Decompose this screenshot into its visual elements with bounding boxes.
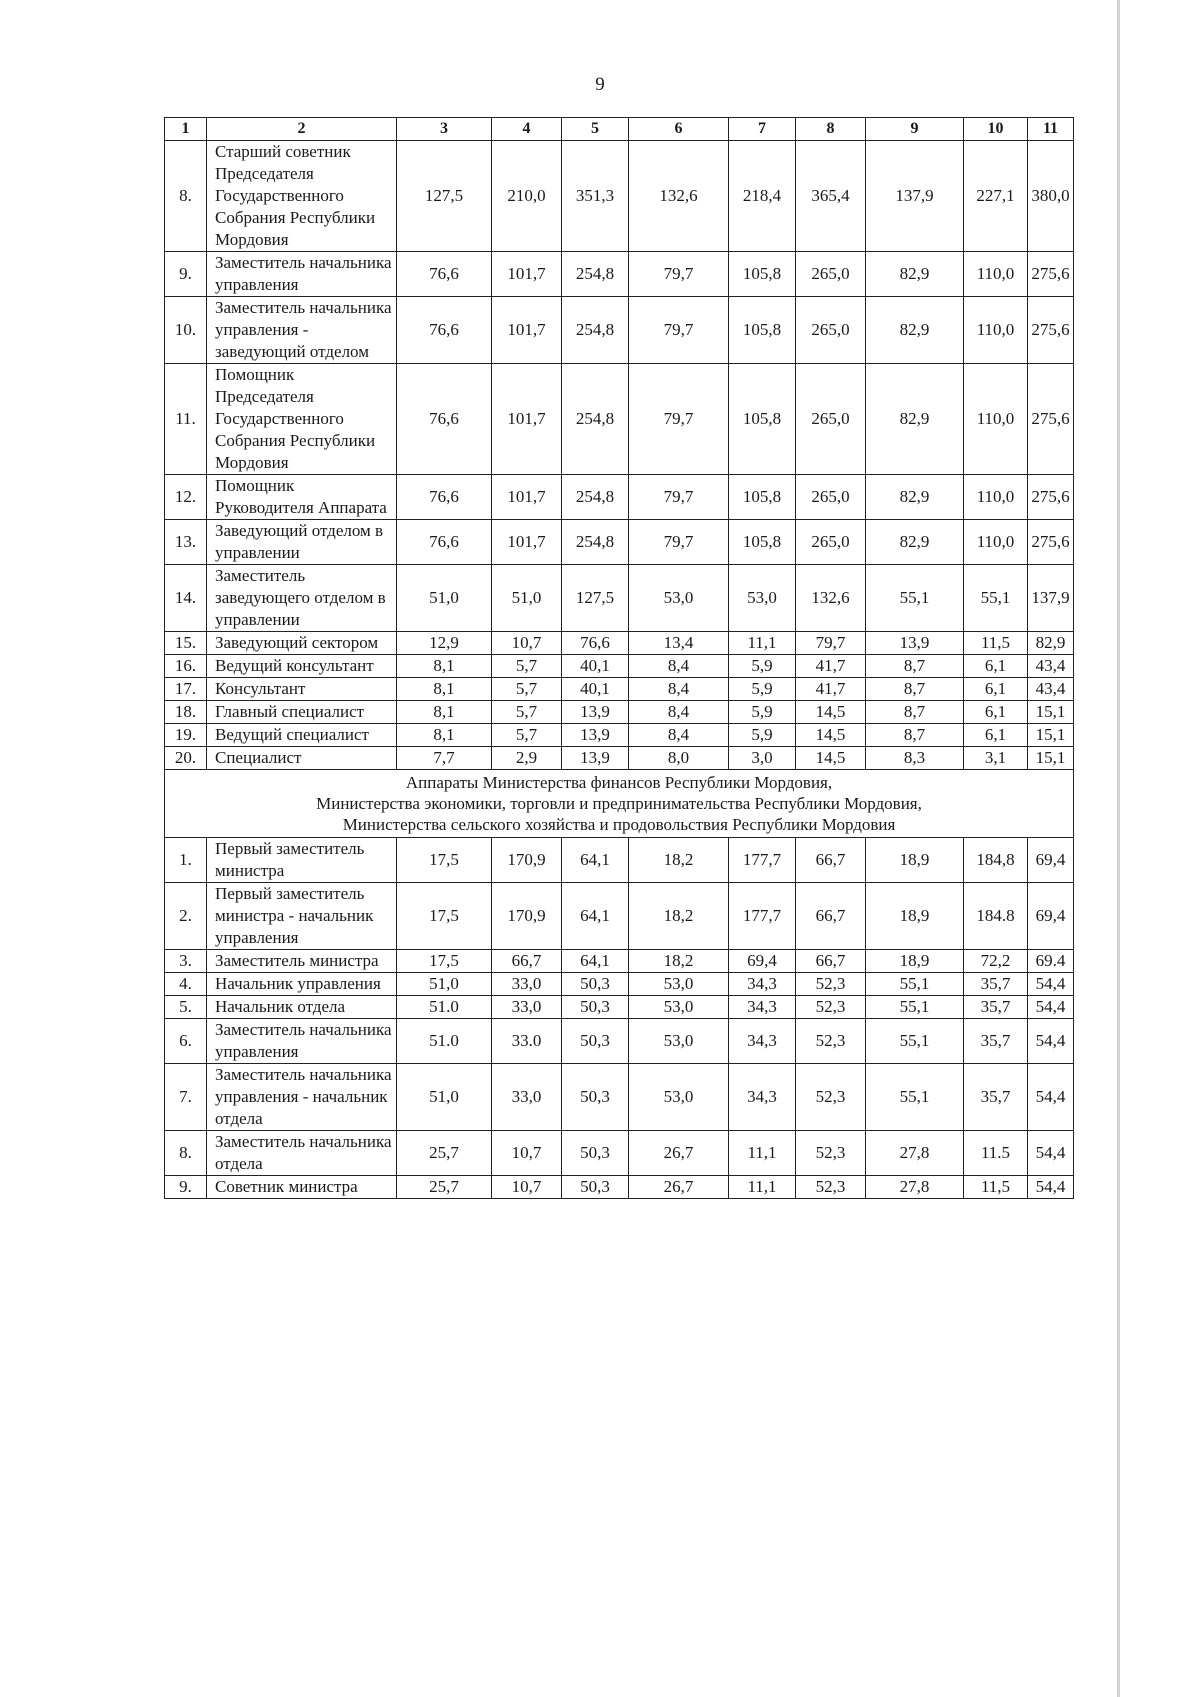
position-title: Помощник Председателя Государственного Собрания Республики Мордовия: [207, 364, 397, 475]
value-cell: 76,6: [562, 632, 629, 655]
row-number: 8.: [165, 141, 207, 252]
value-cell: 8,7: [866, 701, 964, 724]
position-title: Консультант: [207, 678, 397, 701]
value-cell: 265,0: [796, 297, 866, 364]
value-cell: 11,5: [964, 632, 1028, 655]
value-cell: 254,8: [562, 475, 629, 520]
value-cell: 33,0: [492, 996, 562, 1019]
row-number: 4.: [165, 973, 207, 996]
value-cell: 82,9: [866, 520, 964, 565]
value-cell: 8,7: [866, 655, 964, 678]
value-cell: 40,1: [562, 678, 629, 701]
value-cell: 13,4: [629, 632, 729, 655]
row-number: 8.: [165, 1131, 207, 1176]
value-cell: 76,6: [397, 364, 492, 475]
value-cell: 6,1: [964, 678, 1028, 701]
row-number: 18.: [165, 701, 207, 724]
value-cell: 79,7: [629, 252, 729, 297]
table-row: [165, 297, 1074, 364]
value-cell: 64,1: [562, 883, 629, 950]
position-title: Заместитель заведующего отделом в управлении: [207, 565, 397, 632]
value-cell: 110,0: [964, 364, 1028, 475]
value-cell: 55,1: [964, 565, 1028, 632]
value-cell: 51,0: [397, 1064, 492, 1131]
table-body-group2: [165, 838, 1074, 1199]
column-header: 9: [866, 118, 964, 141]
value-cell: 50,3: [562, 1019, 629, 1064]
value-cell: 105,8: [729, 364, 796, 475]
row-number: 7.: [165, 1064, 207, 1131]
row-number: 12.: [165, 475, 207, 520]
value-cell: 55,1: [866, 1019, 964, 1064]
value-cell: 27,8: [866, 1176, 964, 1199]
value-cell: 69.4: [1028, 950, 1074, 973]
row-number: 9.: [165, 252, 207, 297]
column-header: 10: [964, 118, 1028, 141]
value-cell: 18,9: [866, 950, 964, 973]
value-cell: 365,4: [796, 141, 866, 252]
table-row: [165, 252, 1074, 297]
value-cell: 66,7: [796, 883, 866, 950]
value-cell: 7,7: [397, 747, 492, 770]
value-cell: 8,7: [866, 724, 964, 747]
value-cell: 76,6: [397, 297, 492, 364]
section-row: [165, 770, 1074, 838]
value-cell: 101,7: [492, 297, 562, 364]
row-number: 20.: [165, 747, 207, 770]
position-title: Заместитель начальника отдела: [207, 1131, 397, 1176]
column-header: 3: [397, 118, 492, 141]
value-cell: 35,7: [964, 996, 1028, 1019]
value-cell: 27,8: [866, 1131, 964, 1176]
value-cell: 66,7: [492, 950, 562, 973]
value-cell: 5,7: [492, 701, 562, 724]
value-cell: 26,7: [629, 1176, 729, 1199]
table-row: [165, 475, 1074, 520]
value-cell: 82,9: [866, 252, 964, 297]
value-cell: 25,7: [397, 1176, 492, 1199]
row-number: 1.: [165, 838, 207, 883]
value-cell: 127,5: [397, 141, 492, 252]
value-cell: 184.8: [964, 883, 1028, 950]
value-cell: 52,3: [796, 1131, 866, 1176]
value-cell: 82,9: [866, 475, 964, 520]
value-cell: 76,6: [397, 252, 492, 297]
value-cell: 8,7: [866, 678, 964, 701]
value-cell: 265,0: [796, 252, 866, 297]
value-cell: 110,0: [964, 252, 1028, 297]
table-row: [165, 1019, 1074, 1064]
value-cell: 40,1: [562, 655, 629, 678]
position-title: Первый заместитель министра - начальник управления: [207, 883, 397, 950]
value-cell: 8,4: [629, 724, 729, 747]
value-cell: 5,7: [492, 655, 562, 678]
value-cell: 13,9: [562, 747, 629, 770]
value-cell: 55,1: [866, 973, 964, 996]
value-cell: 52,3: [796, 973, 866, 996]
value-cell: 43,4: [1028, 655, 1074, 678]
value-cell: 54,4: [1028, 1064, 1074, 1131]
value-cell: 13,9: [866, 632, 964, 655]
value-cell: 69,4: [729, 950, 796, 973]
allowance-table: [164, 117, 1074, 1199]
value-cell: 64,1: [562, 950, 629, 973]
value-cell: 18,2: [629, 950, 729, 973]
table-row: [165, 364, 1074, 475]
value-cell: 11,1: [729, 632, 796, 655]
table-row: [165, 701, 1074, 724]
value-cell: 254,8: [562, 520, 629, 565]
table-row: [165, 141, 1074, 252]
value-cell: 50,3: [562, 996, 629, 1019]
value-cell: 11.5: [964, 1131, 1028, 1176]
position-title: Помощник Руководителя Аппарата: [207, 475, 397, 520]
value-cell: 17,5: [397, 883, 492, 950]
row-number: 10.: [165, 297, 207, 364]
value-cell: 10,7: [492, 1176, 562, 1199]
value-cell: 51,0: [397, 973, 492, 996]
position-title: Заместитель министра: [207, 950, 397, 973]
value-cell: 17,5: [397, 950, 492, 973]
table-row: [165, 838, 1074, 883]
position-title: Заведующий отделом в управлении: [207, 520, 397, 565]
value-cell: 52,3: [796, 996, 866, 1019]
row-number: 15.: [165, 632, 207, 655]
value-cell: 79,7: [629, 475, 729, 520]
value-cell: 170,9: [492, 838, 562, 883]
value-cell: 6,1: [964, 724, 1028, 747]
row-number: 5.: [165, 996, 207, 1019]
row-number: 2.: [165, 883, 207, 950]
value-cell: 11,1: [729, 1131, 796, 1176]
page-number: 9: [595, 74, 605, 95]
row-number: 11.: [165, 364, 207, 475]
value-cell: 52,3: [796, 1176, 866, 1199]
value-cell: 137,9: [1028, 565, 1074, 632]
row-number: 16.: [165, 655, 207, 678]
value-cell: 275,6: [1028, 475, 1074, 520]
value-cell: 13,9: [562, 724, 629, 747]
value-cell: 275,6: [1028, 364, 1074, 475]
table-row: [165, 747, 1074, 770]
value-cell: 110,0: [964, 475, 1028, 520]
position-title: Старший советник Председателя Государственного Собрания Республики Мордовия: [207, 141, 397, 252]
value-cell: 254,8: [562, 364, 629, 475]
value-cell: 8,1: [397, 701, 492, 724]
position-title: Заместитель начальника управления: [207, 252, 397, 297]
value-cell: 64,1: [562, 838, 629, 883]
value-cell: 275,6: [1028, 520, 1074, 565]
row-number: 3.: [165, 950, 207, 973]
table-header-row: [165, 118, 1074, 141]
position-title: Заместитель начальника управления - заведующий отделом: [207, 297, 397, 364]
value-cell: 54,4: [1028, 1176, 1074, 1199]
value-cell: 79,7: [796, 632, 866, 655]
value-cell: 76,6: [397, 520, 492, 565]
table-header: [165, 118, 1074, 141]
value-cell: 35,7: [964, 1064, 1028, 1131]
row-number: 14.: [165, 565, 207, 632]
value-cell: 184,8: [964, 838, 1028, 883]
value-cell: 5,7: [492, 724, 562, 747]
value-cell: 17,5: [397, 838, 492, 883]
position-title: Начальник управления: [207, 973, 397, 996]
value-cell: 33,0: [492, 1064, 562, 1131]
value-cell: 5,9: [729, 655, 796, 678]
position-title: Советник министра: [207, 1176, 397, 1199]
value-cell: 101,7: [492, 475, 562, 520]
value-cell: 8,1: [397, 724, 492, 747]
value-cell: 25,7: [397, 1131, 492, 1176]
value-cell: 15,1: [1028, 724, 1074, 747]
position-title: Ведущий консультант: [207, 655, 397, 678]
value-cell: 105,8: [729, 252, 796, 297]
value-cell: 79,7: [629, 520, 729, 565]
table-body-group1: [165, 141, 1074, 770]
value-cell: 3,1: [964, 747, 1028, 770]
value-cell: 8,0: [629, 747, 729, 770]
value-cell: 51,0: [492, 565, 562, 632]
value-cell: 15,1: [1028, 701, 1074, 724]
table-row: [165, 1176, 1074, 1199]
value-cell: 53,0: [629, 996, 729, 1019]
value-cell: 6,1: [964, 701, 1028, 724]
table-row: [165, 632, 1074, 655]
value-cell: 54,4: [1028, 1131, 1074, 1176]
table-row: [165, 1131, 1074, 1176]
value-cell: 210,0: [492, 141, 562, 252]
table-row: [165, 678, 1074, 701]
value-cell: 54,4: [1028, 973, 1074, 996]
value-cell: 34,3: [729, 996, 796, 1019]
column-header: 1: [165, 118, 207, 141]
position-title: Ведущий специалист: [207, 724, 397, 747]
value-cell: 18,9: [866, 838, 964, 883]
value-cell: 53,0: [629, 565, 729, 632]
value-cell: 275,6: [1028, 252, 1074, 297]
value-cell: 53,0: [629, 973, 729, 996]
column-header: 6: [629, 118, 729, 141]
value-cell: 54,4: [1028, 996, 1074, 1019]
value-cell: 33,0: [492, 973, 562, 996]
column-header: 4: [492, 118, 562, 141]
value-cell: 50,3: [562, 1176, 629, 1199]
position-title: Начальник отдела: [207, 996, 397, 1019]
value-cell: 55,1: [866, 1064, 964, 1131]
value-cell: 275,6: [1028, 297, 1074, 364]
value-cell: 50,3: [562, 973, 629, 996]
value-cell: 254,8: [562, 297, 629, 364]
value-cell: 79,7: [629, 364, 729, 475]
value-cell: 265,0: [796, 475, 866, 520]
position-title: Первый заместитель министра: [207, 838, 397, 883]
row-number: 9.: [165, 1176, 207, 1199]
table-row: [165, 655, 1074, 678]
value-cell: 2,9: [492, 747, 562, 770]
value-cell: 53,0: [629, 1019, 729, 1064]
value-cell: 105,8: [729, 475, 796, 520]
value-cell: 35,7: [964, 1019, 1028, 1064]
position-title: Заместитель начальника управления - начальник отдела: [207, 1064, 397, 1131]
value-cell: 132,6: [629, 141, 729, 252]
value-cell: 8,3: [866, 747, 964, 770]
value-cell: 14,5: [796, 701, 866, 724]
value-cell: 10,7: [492, 632, 562, 655]
column-header: 5: [562, 118, 629, 141]
value-cell: 33.0: [492, 1019, 562, 1064]
scan-edge-line: [1117, 0, 1120, 1697]
value-cell: 351,3: [562, 141, 629, 252]
value-cell: 55,1: [866, 996, 964, 1019]
value-cell: 8,1: [397, 678, 492, 701]
value-cell: 18,2: [629, 838, 729, 883]
value-cell: 6,1: [964, 655, 1028, 678]
value-cell: 43,4: [1028, 678, 1074, 701]
row-number: 13.: [165, 520, 207, 565]
value-cell: 10,7: [492, 1131, 562, 1176]
value-cell: 177,7: [729, 838, 796, 883]
value-cell: 41,7: [796, 678, 866, 701]
value-cell: 5,9: [729, 701, 796, 724]
value-cell: 265,0: [796, 364, 866, 475]
value-cell: 5,9: [729, 724, 796, 747]
value-cell: 254,8: [562, 252, 629, 297]
section-body: [165, 770, 1074, 838]
value-cell: 26,7: [629, 1131, 729, 1176]
value-cell: 50,3: [562, 1131, 629, 1176]
value-cell: 11,1: [729, 1176, 796, 1199]
value-cell: 82,9: [866, 364, 964, 475]
section-title-line: Аппараты Министерства финансов Республики Мордовия,: [405, 773, 833, 792]
value-cell: 34,3: [729, 973, 796, 996]
value-cell: 79,7: [629, 297, 729, 364]
position-title: Главный специалист: [207, 701, 397, 724]
value-cell: 15,1: [1028, 747, 1074, 770]
column-header: 8: [796, 118, 866, 141]
value-cell: 227,1: [964, 141, 1028, 252]
table-row: [165, 950, 1074, 973]
value-cell: 14,5: [796, 747, 866, 770]
value-cell: 5,7: [492, 678, 562, 701]
value-cell: 54,4: [1028, 1019, 1074, 1064]
value-cell: 53,0: [629, 1064, 729, 1131]
column-header: 7: [729, 118, 796, 141]
value-cell: 12,9: [397, 632, 492, 655]
row-number: 17.: [165, 678, 207, 701]
table-row: [165, 1064, 1074, 1131]
value-cell: 8,4: [629, 678, 729, 701]
column-header: 2: [207, 118, 397, 141]
value-cell: 66,7: [796, 838, 866, 883]
value-cell: 76,6: [397, 475, 492, 520]
table-row: [165, 883, 1074, 950]
value-cell: 137,9: [866, 141, 964, 252]
table-row: [165, 724, 1074, 747]
value-cell: 72,2: [964, 950, 1028, 973]
value-cell: 8,4: [629, 701, 729, 724]
value-cell: 170,9: [492, 883, 562, 950]
value-cell: 52,3: [796, 1019, 866, 1064]
position-title: Заведующий сектором: [207, 632, 397, 655]
value-cell: 5,9: [729, 678, 796, 701]
value-cell: 51,0: [397, 565, 492, 632]
value-cell: 51.0: [397, 1019, 492, 1064]
value-cell: 105,8: [729, 520, 796, 565]
value-cell: 127,5: [562, 565, 629, 632]
value-cell: 50,3: [562, 1064, 629, 1131]
value-cell: 101,7: [492, 252, 562, 297]
value-cell: 110,0: [964, 297, 1028, 364]
value-cell: 132,6: [796, 565, 866, 632]
value-cell: 52,3: [796, 1064, 866, 1131]
section-title-line: Министерства сельского хозяйства и продовольствия Республики Мордовия: [342, 815, 896, 834]
value-cell: 69,4: [1028, 838, 1074, 883]
position-title: Заместитель начальника управления: [207, 1019, 397, 1064]
value-cell: 265,0: [796, 520, 866, 565]
value-cell: 101,7: [492, 364, 562, 475]
value-cell: 41,7: [796, 655, 866, 678]
value-cell: 380,0: [1028, 141, 1074, 252]
value-cell: 18,2: [629, 883, 729, 950]
value-cell: 101,7: [492, 520, 562, 565]
value-cell: 51.0: [397, 996, 492, 1019]
value-cell: 177,7: [729, 883, 796, 950]
value-cell: 34,3: [729, 1019, 796, 1064]
value-cell: 3,0: [729, 747, 796, 770]
value-cell: 66,7: [796, 950, 866, 973]
value-cell: 82,9: [1028, 632, 1074, 655]
table-row: [165, 996, 1074, 1019]
table-row: [165, 520, 1074, 565]
value-cell: 34,3: [729, 1064, 796, 1131]
value-cell: 14,5: [796, 724, 866, 747]
value-cell: 11,5: [964, 1176, 1028, 1199]
value-cell: 55,1: [866, 565, 964, 632]
position-title: Специалист: [207, 747, 397, 770]
value-cell: 8,4: [629, 655, 729, 678]
value-cell: 105,8: [729, 297, 796, 364]
value-cell: 218,4: [729, 141, 796, 252]
value-cell: 82,9: [866, 297, 964, 364]
value-cell: 35,7: [964, 973, 1028, 996]
table-row: [165, 973, 1074, 996]
value-cell: 69,4: [1028, 883, 1074, 950]
table-row: [165, 565, 1074, 632]
value-cell: 18,9: [866, 883, 964, 950]
row-number: 19.: [165, 724, 207, 747]
value-cell: 110,0: [964, 520, 1028, 565]
section-title-line: Министерства экономики, торговли и предпринимательства Республики Мордовия,: [316, 794, 922, 813]
section-title-cell: [165, 770, 1074, 838]
value-cell: 13,9: [562, 701, 629, 724]
column-header: 11: [1028, 118, 1074, 141]
value-cell: 53,0: [729, 565, 796, 632]
row-number: 6.: [165, 1019, 207, 1064]
value-cell: 8,1: [397, 655, 492, 678]
